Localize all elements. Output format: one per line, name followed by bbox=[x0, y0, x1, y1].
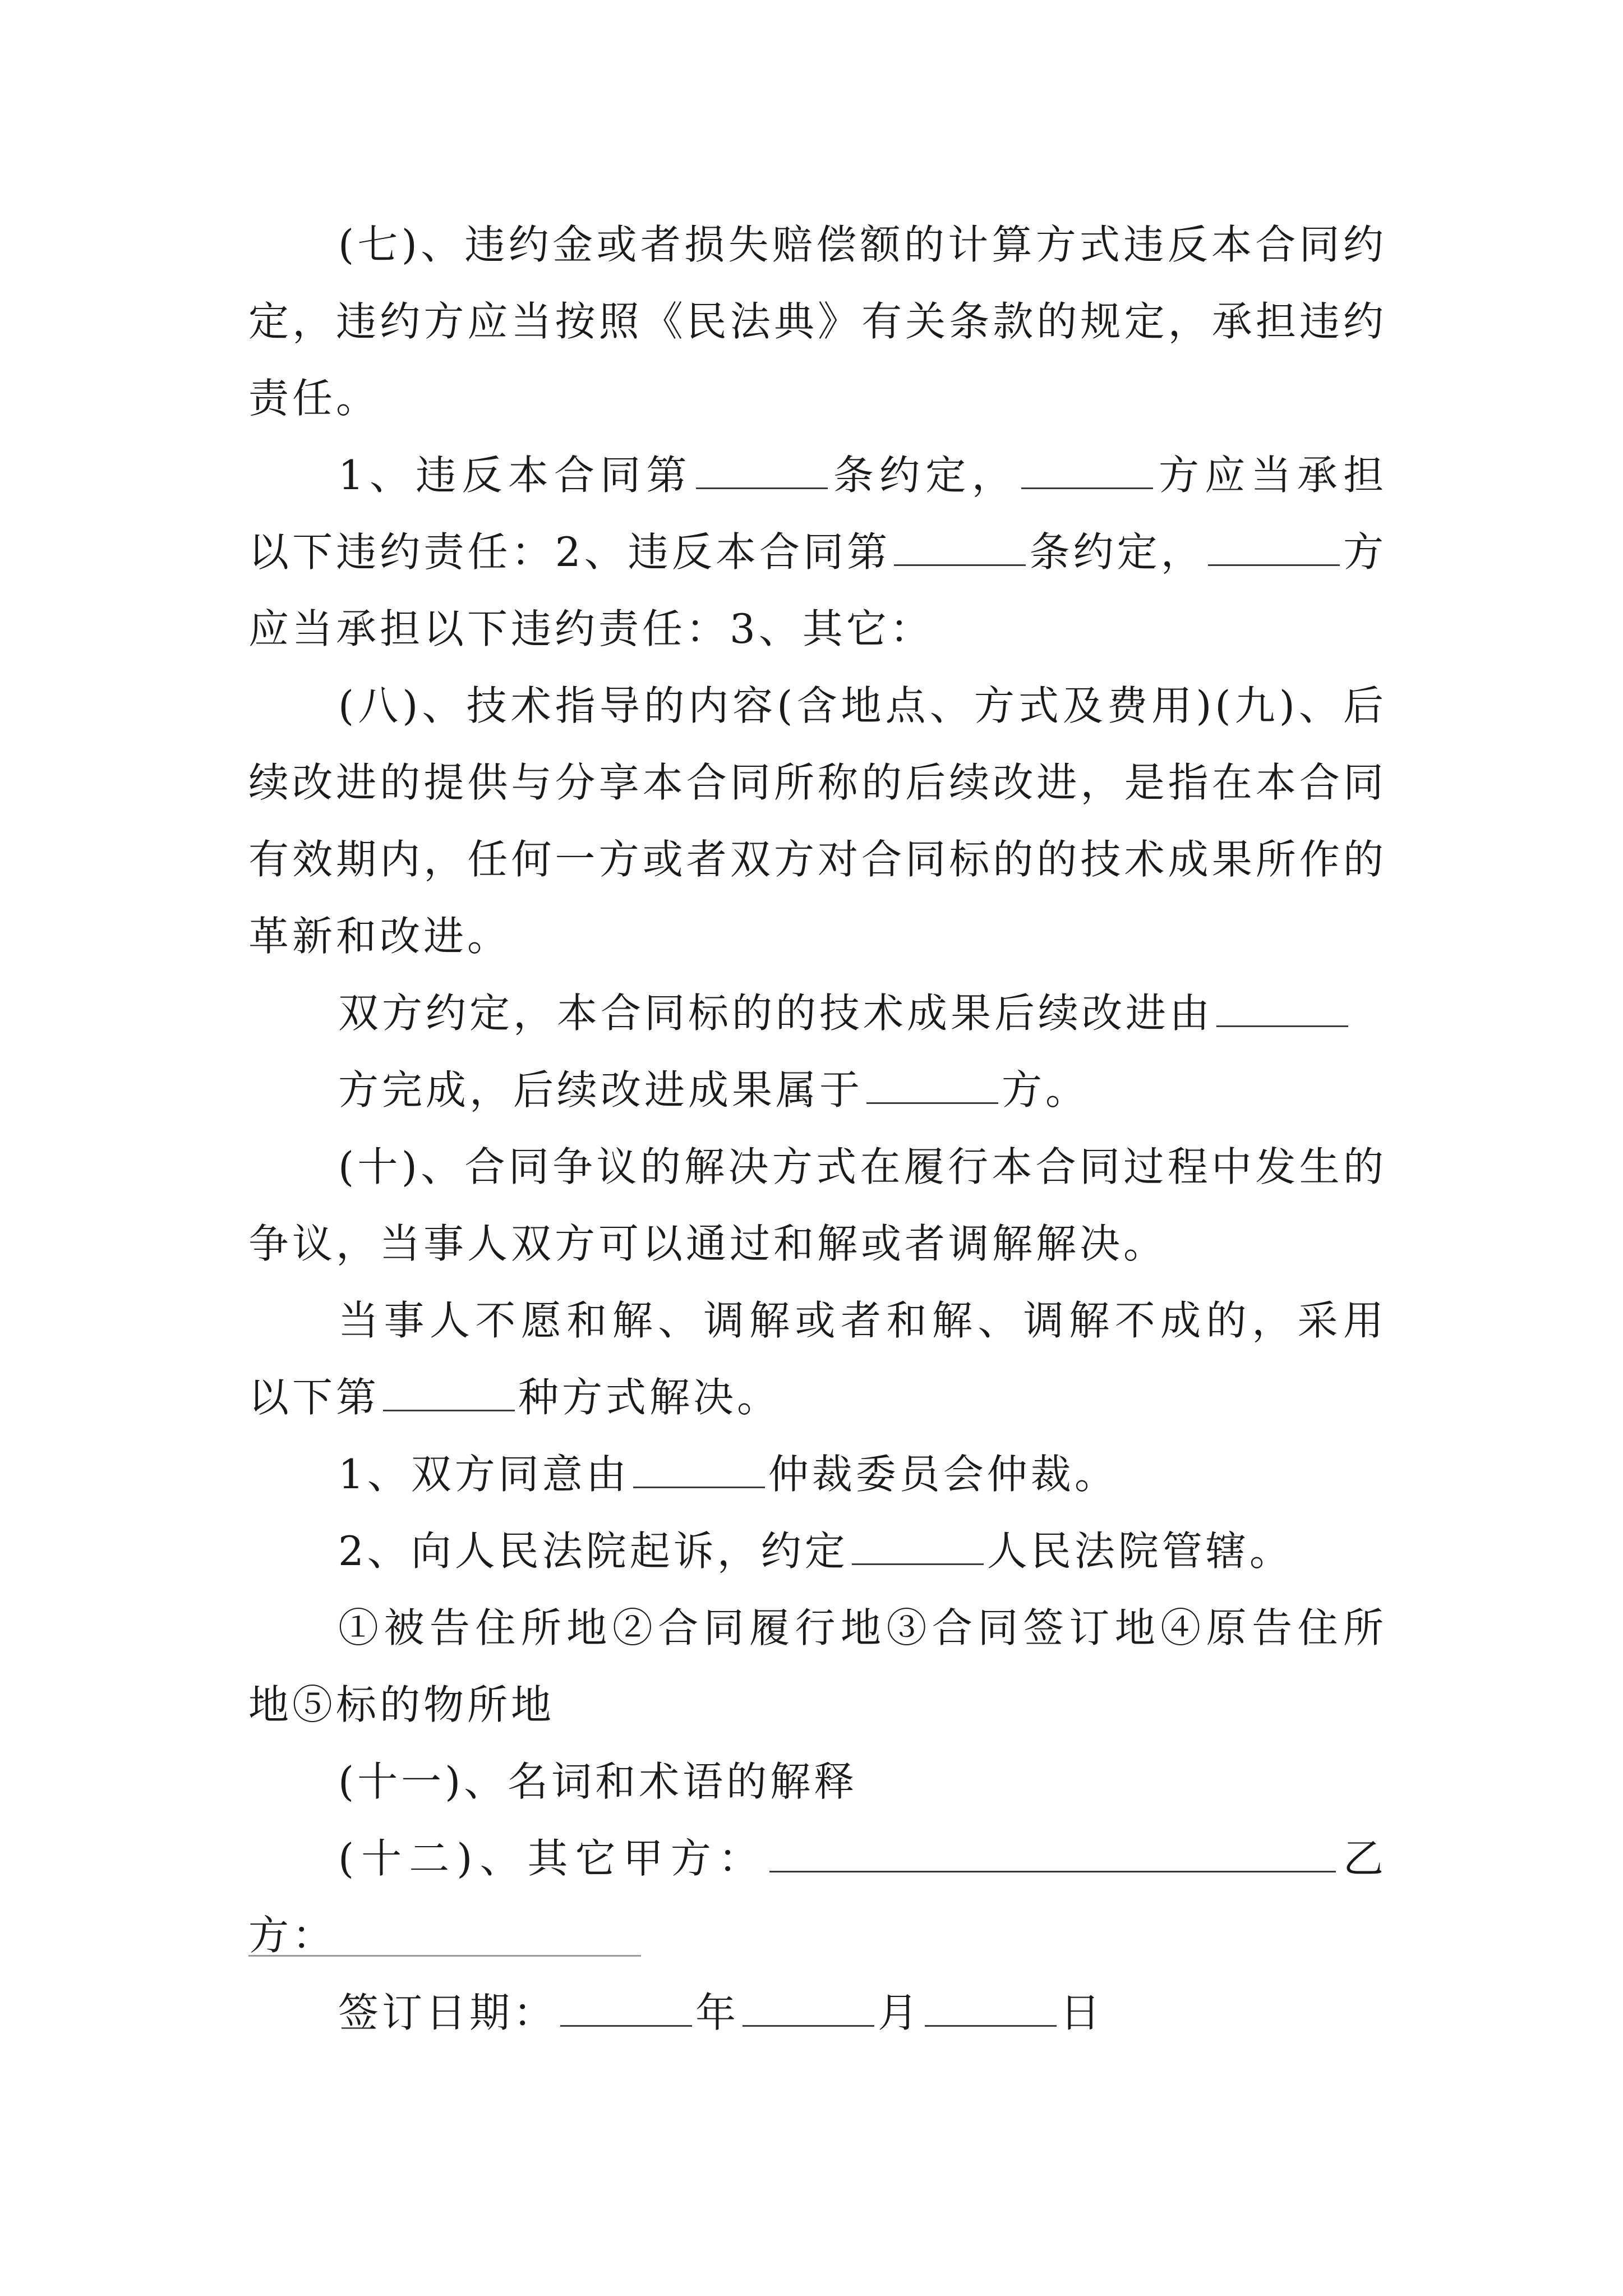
jurisdiction-options-paragraph: ①被告住所地②合同履行地③合同签订地④原告住所地⑤标的物所地 bbox=[248, 1604, 1387, 1728]
clause-7-paragraph: (七)、违约金或者损失赔偿额的计算方式违反本合同约定，违约方应当按照《民法典》有关条款的规定，承担违约责任。 bbox=[248, 221, 1387, 422]
blank-year[interactable] bbox=[560, 1990, 692, 2027]
blank-article-number-2[interactable] bbox=[894, 530, 1026, 566]
dispute-text-2: 种方式解决。 bbox=[518, 1374, 781, 1421]
breach-text-3: 方应当承担以下违约责任：2、违反本合同第 bbox=[248, 452, 1387, 576]
signing-date-label: 签订日期： bbox=[338, 1989, 557, 2036]
party-b-label: 乙方： bbox=[248, 1835, 1387, 1959]
blank-party-1[interactable] bbox=[1021, 453, 1153, 489]
arbitration-paragraph bbox=[248, 1436, 1387, 1513]
arbitration-text-2: 仲裁委员会仲裁。 bbox=[768, 1451, 1118, 1498]
blank-arbitration-commission[interactable] bbox=[633, 1452, 765, 1488]
contract-body bbox=[248, 206, 1387, 1974]
ownership-text-1: 方完成，后续改进成果属于 bbox=[338, 1066, 864, 1114]
litigation-text-2: 人民法院管辖。 bbox=[986, 1527, 1293, 1575]
day-label: 日 bbox=[1060, 1989, 1104, 2036]
clause-8-9-paragraph: (八)、技术指导的内容(含地点、方式及费用)(九)、后续改进的提供与分享本合同所称的后续改进，是指在本合同有效期内，任何一方或者双方对合同标的的技术成果所作的革新和改进。 bbox=[248, 682, 1387, 960]
party-a-label: (十二)、其它甲方： bbox=[338, 1835, 766, 1882]
blank-day[interactable] bbox=[925, 1990, 1057, 2027]
year-label: 年 bbox=[695, 1989, 740, 2036]
clause-10-paragraph: (十)、合同争议的解决方式在履行本合同过程中发生的争议，当事人双方可以通过和解或者调解解决。 bbox=[248, 1143, 1387, 1267]
breach-text-5: 方应当承担以下违约责任：3、其它： bbox=[248, 528, 1387, 652]
blank-dispute-method[interactable] bbox=[383, 1375, 515, 1411]
month-label: 月 bbox=[878, 1989, 922, 2036]
breach-liability-paragraph bbox=[248, 437, 1387, 668]
ownership-text-2: 方。 bbox=[1002, 1066, 1090, 1114]
blank-party-a[interactable] bbox=[769, 1836, 1336, 1872]
arbitration-text-1: 1、双方同意由 bbox=[338, 1451, 630, 1498]
signing-date-line bbox=[338, 1975, 1104, 2051]
blank-court[interactable] bbox=[852, 1529, 984, 1565]
blank-ownership-party[interactable] bbox=[866, 1068, 998, 1104]
improvement-ownership-paragraph bbox=[248, 1052, 1387, 1129]
improvement-text: 双方约定，本合同标的的技术成果后续改进由 bbox=[338, 990, 1214, 1037]
blank-month[interactable] bbox=[743, 1990, 874, 2027]
breach-text-2: 条约定， bbox=[831, 452, 1018, 499]
improvement-agreement-paragraph bbox=[248, 975, 1387, 1052]
blank-article-number-1[interactable] bbox=[696, 453, 828, 489]
litigation-text-1: 2、向人民法院起诉，约定 bbox=[338, 1527, 849, 1575]
clause-12-paragraph bbox=[248, 1820, 1387, 1974]
breach-text-4: 条约定， bbox=[1029, 528, 1205, 576]
clause-11-paragraph: (十一)、名词和术语的解释 bbox=[338, 1758, 858, 1805]
dispute-text-1: 当事人不愿和解、调解或者和解、调解不成的，采用以下第 bbox=[248, 1297, 1387, 1421]
blank-improvement-party[interactable] bbox=[1216, 991, 1348, 1027]
breach-text-1: 1、违反本合同第 bbox=[338, 452, 693, 499]
dispute-method-paragraph bbox=[248, 1282, 1387, 1436]
litigation-paragraph bbox=[248, 1513, 1387, 1590]
blank-party-2[interactable] bbox=[1208, 530, 1340, 566]
blank-party-b[interactable] bbox=[248, 1955, 641, 1957]
